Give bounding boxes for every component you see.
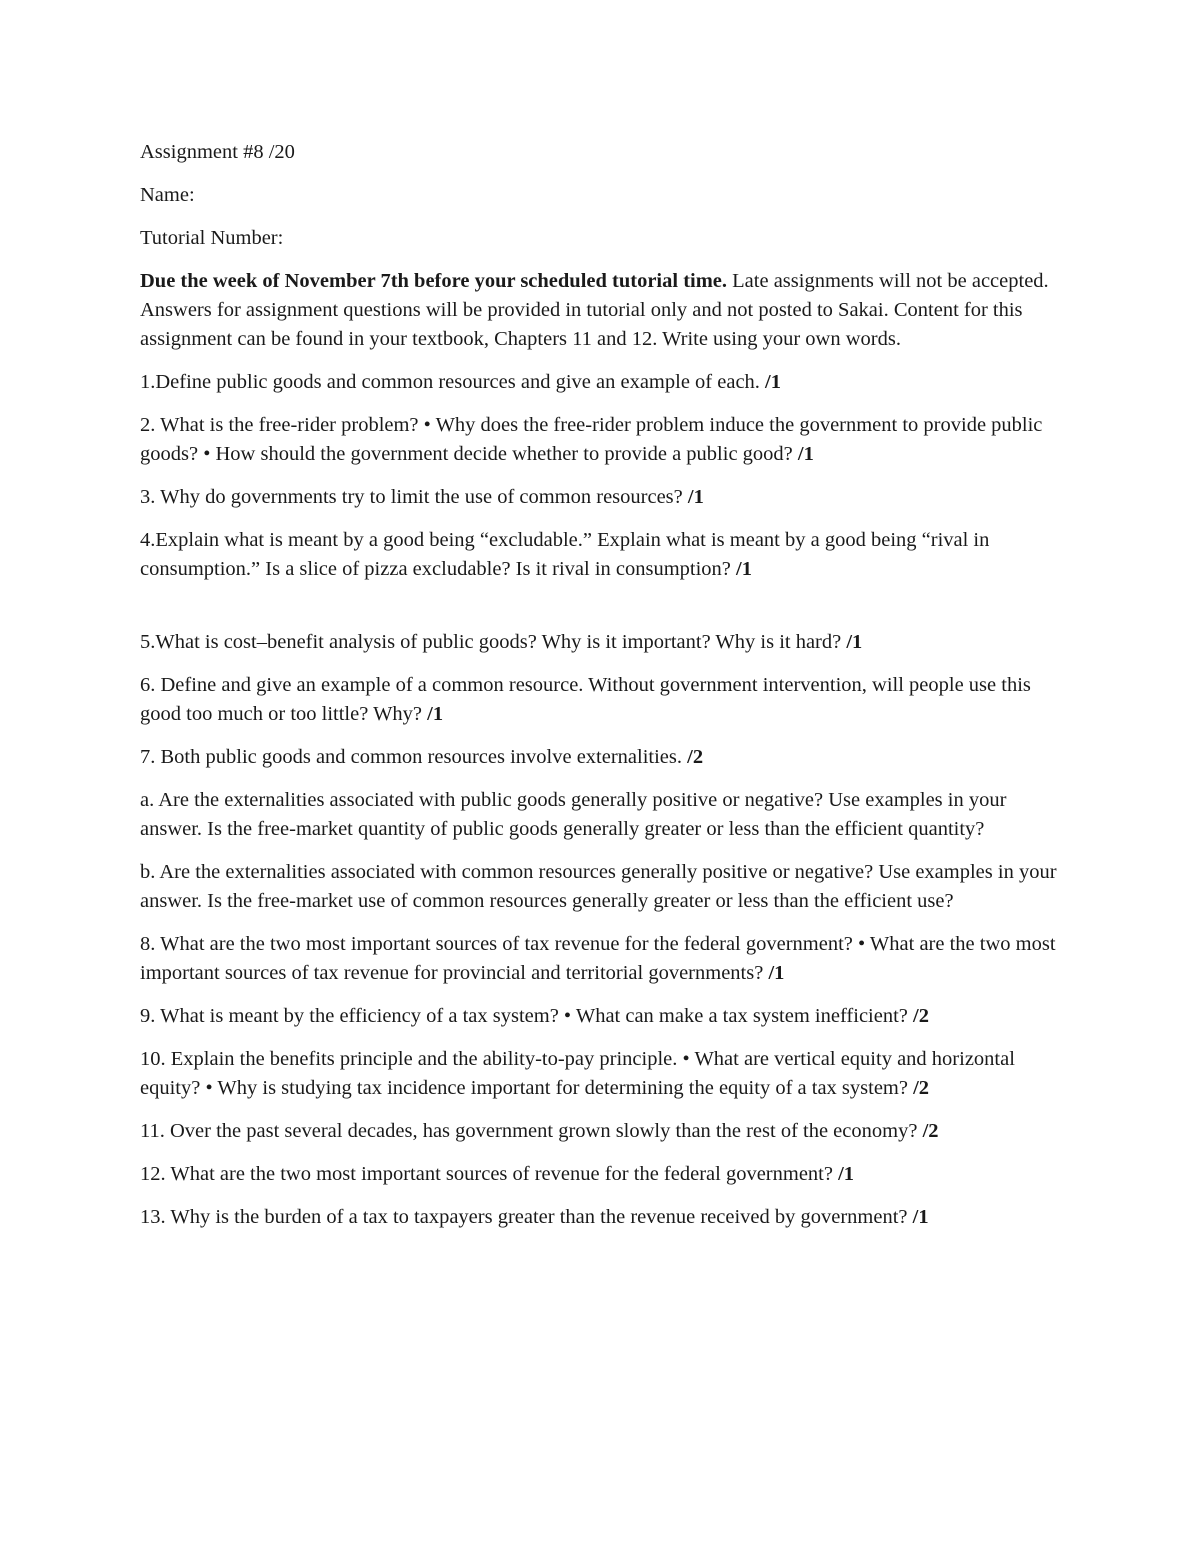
question-text: 5.What is cost–benefit analysis of public goods? Why is it important? Why is it hard?: [140, 631, 847, 653]
question-text: 6. Define and give an example of a common resource. Without government intervention, will people use this good too much or too little? Why?: [140, 674, 1031, 725]
question-text: 2. What is the free-rider problem? • Why does the free-rider problem induce the government to provide public goods? • How should the government decide whether to provide a public good?: [140, 414, 1043, 465]
intro-paragraph: [140, 267, 1060, 354]
question-6: [140, 671, 1060, 729]
question-mark: /1: [912, 1206, 929, 1228]
question-13: [140, 1203, 1060, 1232]
question-2: [140, 411, 1060, 469]
question-12: [140, 1160, 1060, 1189]
intro-text: Late assignments will not be accepted. Answers for assignment questions will be provided in tutorial only and not posted to Sakai. Content for this assignment can be found in your textbook, Chapters 11 and 12. Write using your own words.: [140, 270, 1049, 350]
question-5: [140, 628, 1060, 657]
question-8: [140, 930, 1060, 988]
due-date-notice: Due the week of November 7th before your scheduled tutorial time.: [140, 270, 728, 292]
question-text: 12. What are the two most important sources of revenue for the federal government?: [140, 1163, 839, 1185]
question-mark: /2: [922, 1120, 939, 1142]
question-4: [140, 526, 1060, 584]
question-mark: /1: [736, 558, 752, 580]
question-mark: /2: [687, 746, 704, 768]
question-10: [140, 1045, 1060, 1103]
question-mark: /1: [687, 486, 704, 508]
question-text: 11. Over the past several decades, has government grown slowly than the rest of the economy?: [140, 1120, 923, 1142]
question-mark: /1: [765, 371, 781, 393]
question-text: 13. Why is the burden of a tax to taxpayers greater than the revenue received by government?: [140, 1206, 913, 1228]
tutorial-number-label: Tutorial Number:: [140, 227, 284, 249]
question-mark: /2: [913, 1077, 930, 1099]
question-mark: /1: [846, 631, 863, 653]
question-mark: /1: [427, 703, 444, 725]
question-9: [140, 1002, 1060, 1031]
question-1: [140, 368, 1060, 397]
question-text: b. Are the externalities associated with common resources generally positive or negative? Use examples in your answer. Is the free-market use of common resources generally greater or less than the efficient use?: [140, 861, 1057, 912]
question-3: [140, 483, 1060, 512]
question-11: [140, 1117, 1060, 1146]
question-text: 4.Explain what is meant by a good being “excludable.” Explain what is meant by a good being “rival in consumption.” Is a slice of pizza excludable? Is it rival in consumption?: [140, 529, 990, 580]
question-text: 10. Explain the benefits principle and the ability-to-pay principle. • What are vertical equity and horizontal equity? • Why is studying tax incidence important for determining the equity of a tax system?: [140, 1048, 1015, 1099]
question-text: 8. What are the two most important sources of tax revenue for the federal government? • What are the two most important sources of tax revenue for provincial and territorial governments?: [140, 933, 1056, 984]
question-text: 3. Why do governments try to limit the use of common resources?: [140, 486, 688, 508]
name-label: Name:: [140, 184, 195, 206]
question-mark: /2: [913, 1005, 929, 1027]
question-text: 9. What is meant by the efficiency of a tax system? • What can make a tax system inefficient?: [140, 1005, 914, 1027]
question-text: a. Are the externalities associated with public goods generally positive or negative? Use examples in your answer. Is the free-market quantity of public goods generally greater or less than the efficient quantity?: [140, 789, 1007, 840]
question-7a: [140, 786, 1060, 844]
question-7b: [140, 858, 1060, 916]
question-mark: /1: [797, 443, 814, 465]
question-text: 1.Define public goods and common resources and give an example of each.: [140, 371, 766, 393]
assignment-title: Assignment #8 /20: [140, 141, 295, 163]
question-mark: /1: [838, 1163, 855, 1185]
document-page: [140, 138, 1060, 1246]
question-mark: /1: [768, 962, 785, 984]
question-text: 7. Both public goods and common resources involve externalities.: [140, 746, 688, 768]
question-7: [140, 743, 1060, 772]
